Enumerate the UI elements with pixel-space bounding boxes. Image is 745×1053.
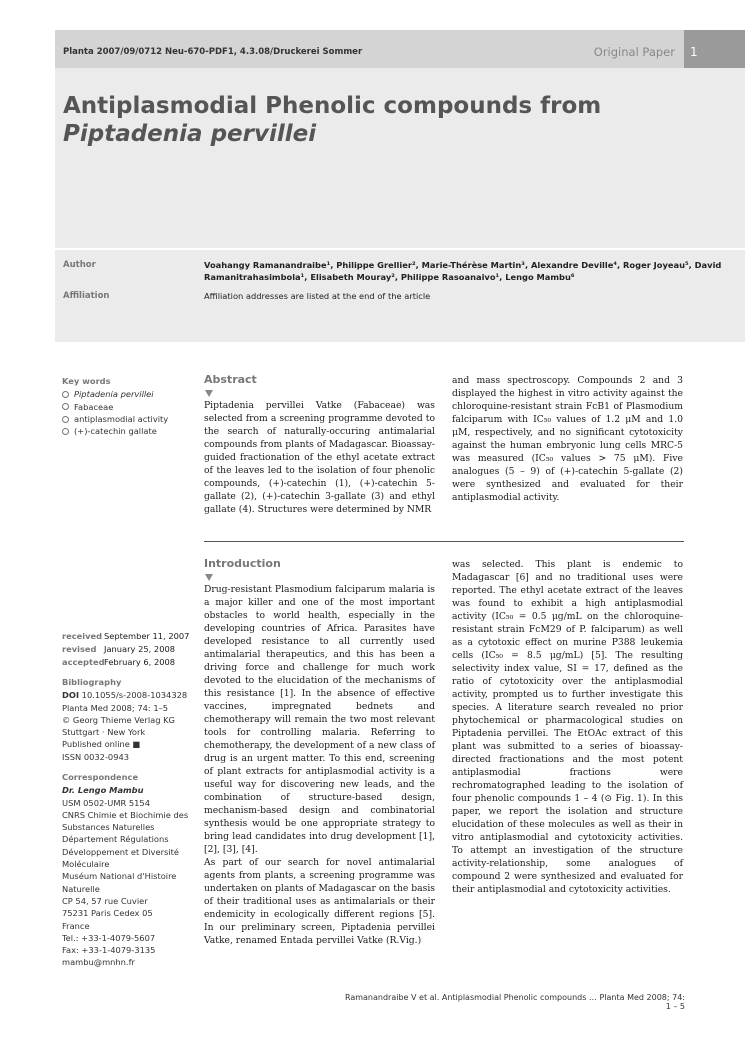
author-block — [55, 250, 745, 342]
doi-line: DOI 10.1055/s-2008-1034328 — [62, 690, 188, 701]
introduction-paragraph-2: As part of our search for novel antimalarial agents from plants, a screening programme was undertaken on plants of Madagascar on the basis of their traditional uses as antimalarials or their endemicity in ecologically different regions [5]. In our preliminary screen, Piptadenia pervillei Vatke, renamed Entada pervillei Vatke (R.Vig.) — [204, 857, 435, 946]
correspondence-name: Dr. Lengo Mambu — [62, 785, 144, 796]
revised-date: revised January 25, 2008 — [62, 644, 176, 654]
introduction-text-2: was selected. This plant is endemic to Madagascar [6] and no traditional uses were reported. The ethyl acetate extract of the leaves was found to exhibit a high antiplasmodial activity (IC₅₀ = 0.5 μg/mL on the chloroquine-resistant strain FcM29 of P. falciparum) as well as a cytotoxic effect on murine P388 leukemia cells (IC₅₀ = 8.5 μg/mL) [5]. The resulting selectivity index value, SI = 17, defined as the ratio of cytotoxicity over the antiplasmodial activity, prompted us to further investigate this species. A literature search revealed no prior phytochemical or pharmacological studies on Piptadenia pervillei. The EtOAc extract of this plant was submitted to a series of bioassay-directed fractionations and the most potent antiplasmodial fractions were rechromatographed leading to the isolation of four phenolic compounds 1 – 4 (⊙ Fig. 1). In this paper, we report the isolation and structure elucidation of these molecules as well as their in vitro antiplasmodial and cytotoxicity activities. To attempt an investigation of the structure activity-relationship, some analogues of compound 2 were synthesized and evaluated for their antiplasmodial and cytotoxicity activities. — [452, 559, 683, 895]
triangle-icon — [205, 390, 213, 397]
correspondence-label: Correspondence — [62, 772, 139, 782]
keywords-box — [62, 375, 192, 437]
author-list: Voahangy Ramanandraibe¹, Philippe Grellier², Marie-Thérèse Martin³, Alexandre Deville⁴, Roger Joyeau⁵, David Ramanitrahasimbola¹, Elisabeth Mouray², Philippe Rasoanaivo¹, Lengo Mambu⁶ — [204, 260, 722, 282]
author-label: Author — [63, 260, 96, 270]
header-article-type: Original Paper — [593, 45, 675, 59]
title-block — [55, 68, 745, 248]
affiliation-label: Affiliation — [63, 291, 110, 301]
received-date: received September 11, 2007 — [62, 631, 190, 641]
keyword-item: Fabaceae — [62, 401, 192, 413]
introduction-heading: Introduction — [204, 557, 281, 570]
keyword-item: (+)-catechin gallate — [62, 425, 192, 437]
title-species: Piptadenia pervillei — [63, 121, 317, 147]
bullet-icon — [62, 403, 69, 410]
correspondence-box: Correspondence Dr. Lengo Mambu USM 0502-UMR 5154 CNRS Chimie et Biochimie des Substances Naturelles Département Régulations Développement et Diversité Moléculaire Muséum National d'Histoire Naturelle CP 54, 57 rue Cuvier 75231 Paris Cedex 05 France Tel.: +33-1-4079-5607 Fax: +33-1-4079-3135 mambu@mnhn.fr — [62, 771, 192, 969]
introduction-column-2 — [452, 558, 683, 896]
affiliation-text: Affiliation addresses are listed at the end of the article — [204, 291, 431, 301]
doi-link[interactable]: 10.1055/s-2008-1034328 — [81, 690, 188, 701]
page-number: 1 — [690, 45, 698, 59]
bullet-icon — [62, 416, 69, 423]
keywords-label: Key words — [62, 376, 111, 386]
running-header — [55, 30, 745, 68]
abstract-text-1: Piptadenia pervillei Vatke (Fabaceae) was selected from a screening programme devoted to the search of naturally-occuring antimalarial compounds from plants of Madagascar. Bioassay-guided fractionation of the ethyl acetate extract of the leaves led to the isolation of four phenolic compounds, (+)-catechin (1), (+)-catechin 5-gallate (2), (+)-catechin 3-gallate (3) and ethyl gallate (4). Structures were determined by NMR — [204, 400, 435, 515]
abstract-heading: Abstract — [204, 373, 257, 386]
email-link[interactable]: mambu@mnhn.fr — [62, 957, 135, 968]
page-number-box — [684, 30, 745, 68]
bibliography-label: Bibliography — [62, 677, 122, 687]
accepted-date: acceptedFebruary 6, 2008 — [62, 657, 176, 667]
triangle-icon — [205, 574, 213, 581]
bibliography-box: Bibliography DOI 10.1055/s-2008-1034328 Planta Med 2008; 74: 1–5 © Georg Thieme Verlag KG Stuttgart · New York Published online ■ ISSN 0032-0943 — [62, 676, 192, 763]
article-title: Antiplasmodial Phenolic compounds from Piptadenia pervillei — [63, 93, 602, 147]
abstract-column-2 — [452, 374, 683, 504]
introduction-paragraph-1: Drug-resistant Plasmodium falciparum malaria is a major killer and one of the most important obstacles to world health, especially in the developing countries of Africa. Parasites have developed resistance to all currently used antimalarial therapeutics, and this has been a driving force and challenge for much work devoted to the elucidation of the mechanisms of this resistance [1]. In the absence of effective vaccines, impregnated bednets and chemotherapy will remain the two most relevant tools for controlling malaria. Referring to chemotherapy, the development of a new class of drug is an urgent matter. To this end, screening of plant extracts for antiplasmodial activity is a useful way for discovering new leads, and the combination of structure-based design, mechanism-based design and combinatorial synthesis would be one appropriate strategy to bring lead candidates into drug development [1], [2], [3], [4]. — [204, 584, 435, 855]
introduction-column-1 — [204, 557, 435, 947]
abstract-text-2: and mass spectroscopy. Compounds 2 and 3 displayed the highest in vitro activity against the chloroquine-resistant strain FcB1 of Plasmodium falciparum with IC₅₀ values of 1.2 μM and 1.0 μM, respectively, and no significant cytotoxicity against the human embryonic lung cells MRC-5 was measured (IC₅₀ values > 75 μM). Five analogues (5 – 9) of (+)-catechin 5-gallate (2) were synthesized and evaluated for their antiplasmodial activity. — [452, 375, 683, 503]
abstract-column-1 — [204, 373, 435, 516]
keyword-item: Piptadenia pervillei — [62, 388, 192, 400]
bullet-icon — [62, 428, 69, 435]
bullet-icon — [62, 391, 69, 398]
section-divider — [204, 541, 684, 542]
keyword-item: antiplasmodial activity — [62, 413, 192, 425]
running-footer: Ramanandraibe V et al. Antiplasmodial Phenolic compounds … Planta Med 2008; 74: 1 – 5 — [344, 993, 685, 1011]
article-dates — [62, 630, 189, 669]
header-production-info: Planta 2007/09/0712 Neu-670-PDF1, 4.3.08/Druckerei Sommer — [63, 47, 363, 57]
